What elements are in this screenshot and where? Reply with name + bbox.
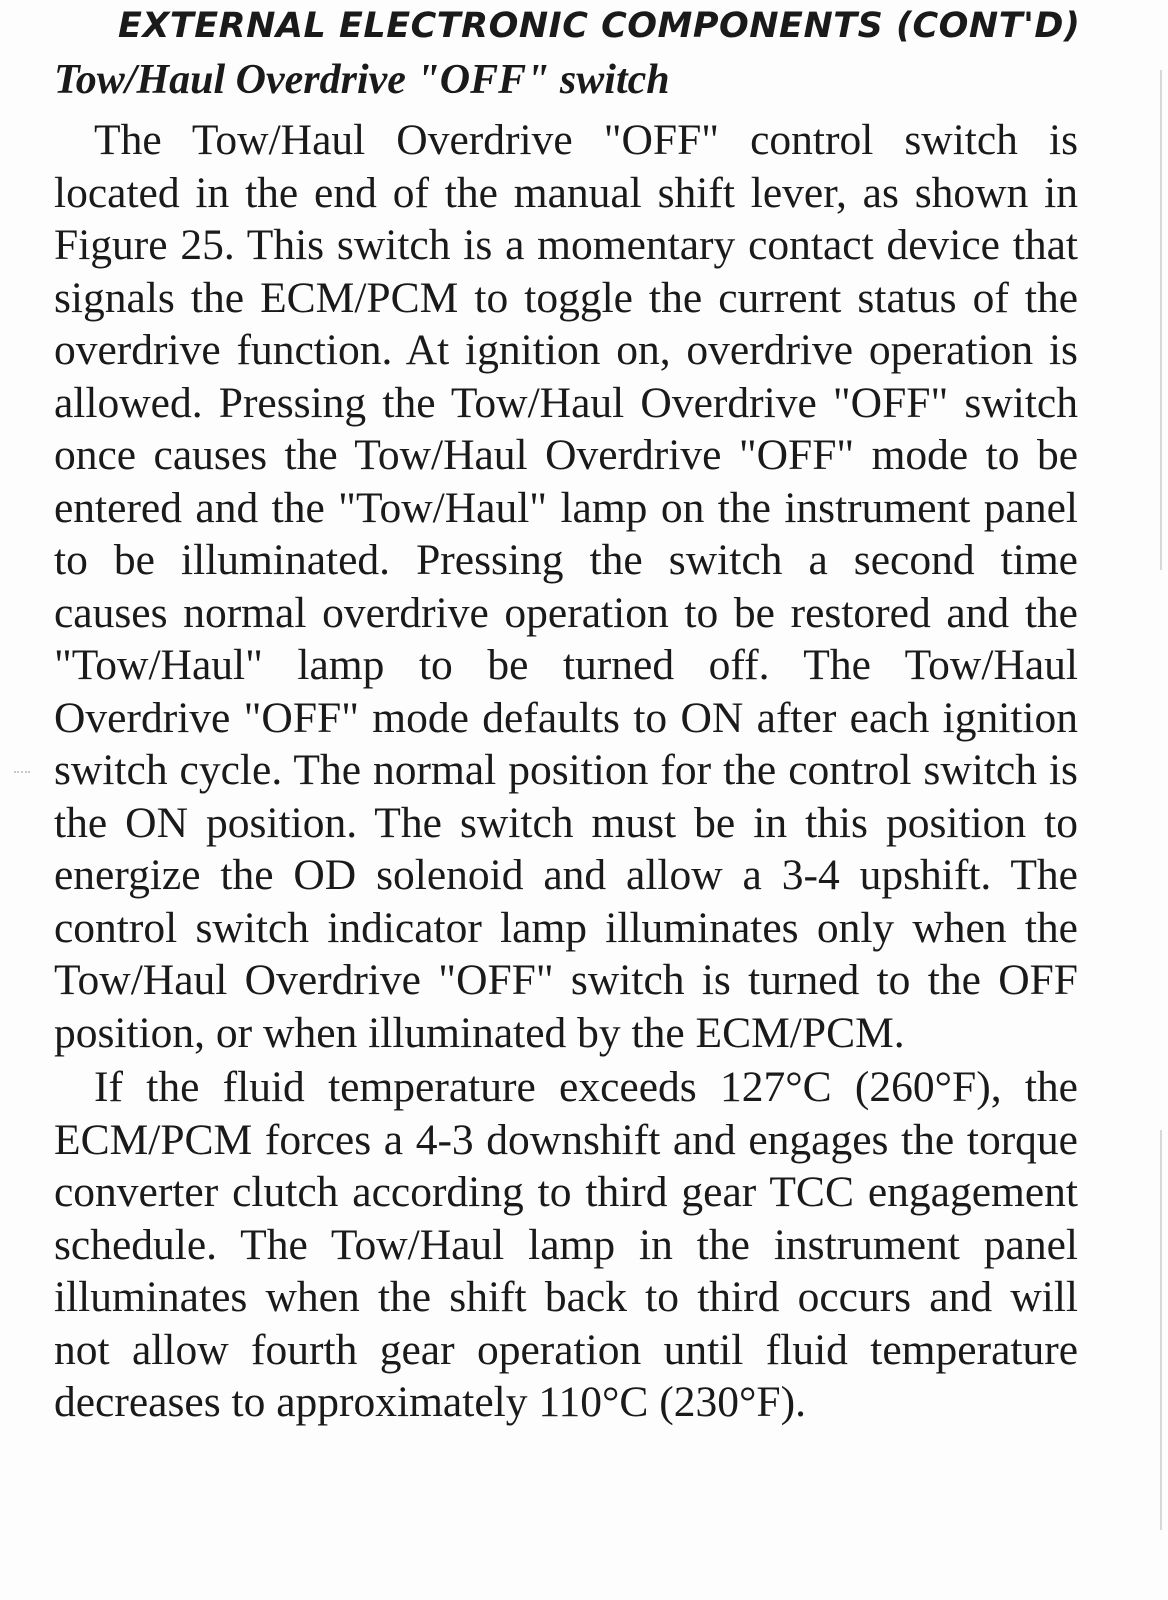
scan-speck (14, 771, 30, 775)
page-edge-line (1160, 1130, 1162, 1530)
paragraph-switch-description: The Tow/Haul Overdrive "OFF" control switch is located in the end of the manual shift lever, as shown in Figure 25. This switch is a momentary contact device that signals the ECM/PCM to toggle the current status of the overdrive function. At ignition on, overdrive operation is allowed. Pressing the Tow/Haul Overdrive "OFF" switch once causes the Tow/Haul Overdrive "OFF" mode to be entered and the "Tow/Haul" lamp on the instrument panel to be illuminated. Pressing the switch a second time causes normal overdrive operation to be restored and the "Tow/Haul" lamp to be turned off. The Tow/Haul Overdrive "OFF" mode defaults to ON after each ignition switch cycle. The normal position for the control switch is the ON position. The switch must be in this position to energize the OD solenoid and allow a 3-4 upshift. The control switch indicator lamp illuminates only when the Tow/Haul Overdrive "OFF" switch is turned to the OFF position, or when illuminated by the ECM/PCM. (54, 116, 1078, 1057)
subsection-title: Tow/Haul Overdrive "OFF" switch (54, 57, 670, 103)
page-edge-line (1160, 70, 1162, 570)
body-text (54, 114, 1078, 1429)
paragraph-fluid-temperature: If the fluid temperature exceeds 127°C (260°F), the ECM/PCM forces a 4-3 downshift and engages the torque converter clutch according to third gear TCC engagement schedule. The Tow/Haul lamp in the instrument panel illuminates when the shift back to third occurs and will not allow fourth gear operation until fluid temperature decreases to approximately 110°C (230°F). (54, 1063, 1078, 1426)
section-title: EXTERNAL ELECTRONIC COMPONENTS (CONT'D) (118, 6, 1081, 46)
